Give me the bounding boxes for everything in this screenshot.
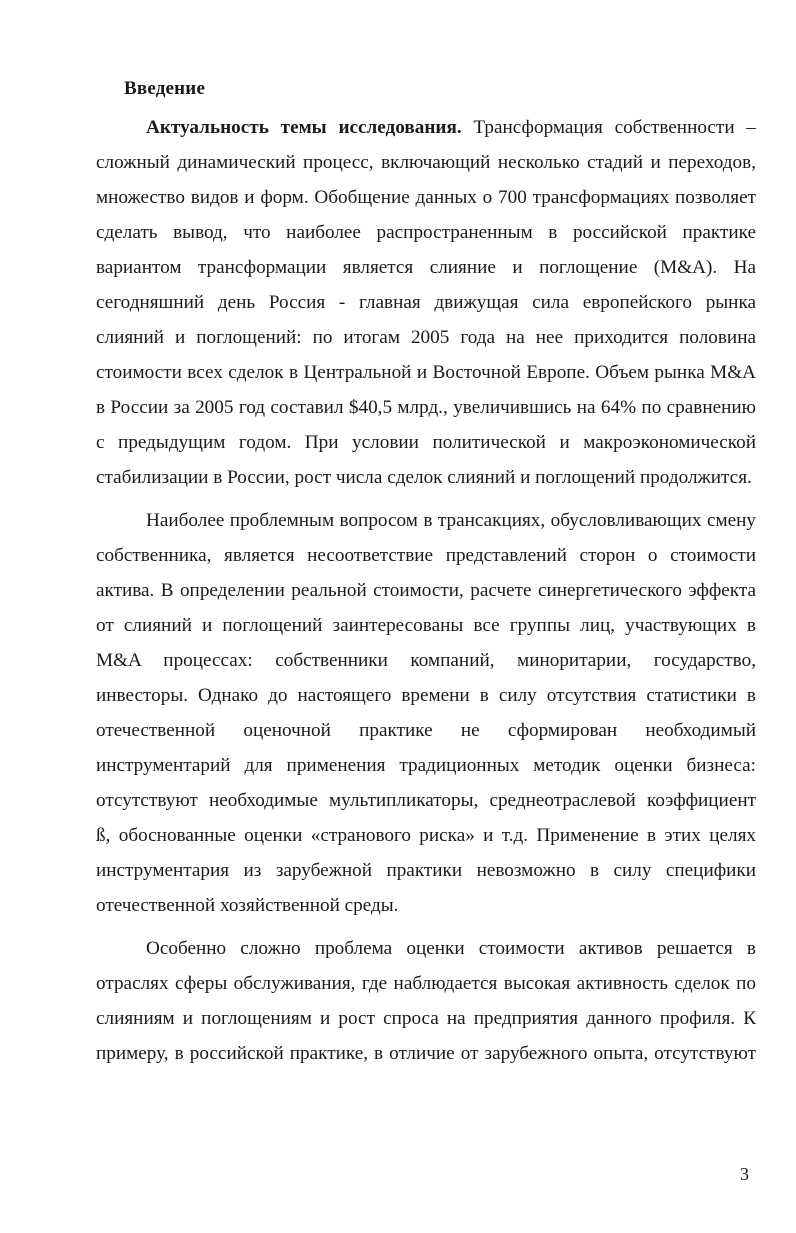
paragraph-2-line-7: отечественной оценочной практике не сформирован необходимый [96,720,756,741]
paragraph-1-line-7: слияний и поглощений: по итогам 2005 года на нее приходится половина [96,327,756,348]
paragraph-2-line-3: актива. В определении реальной стоимости, расчете синергетического эффекта [96,580,756,601]
paragraph-2-line-1: Наиболее проблемным вопросом в трансакциях, обусловливающих смену [146,510,756,531]
paragraph-1-line-8: стоимости всех сделок в Центральной и Восточной Европе. Объем рынка M&A [96,362,756,383]
paragraph-3-line-3: слияниям и поглощениям и рост спроса на предприятия данного профиля. К [96,1008,756,1029]
page-number: 3 [740,1164,749,1184]
paragraph-1-line-4: сделать вывод, что наиболее распространенным в российской практике [96,222,756,243]
paragraph-3-line-2: отраслях сферы обслуживания, где наблюдается высокая активность сделок по [96,973,756,994]
paragraph-2-line-6: инвесторы. Однако до настоящего времени в силу отсутствия статистики в [96,685,756,706]
paragraph-2-line-5: M&A процессах: собственники компаний, миноритарии, государство, [96,650,756,671]
paragraph-2-line-11: инструментария из зарубежной практики невозможно в силу специфики [96,860,756,881]
paragraph-1-line-5: вариантом трансформации является слияние и поглощение (M&A). На [96,257,756,278]
paragraph-2-line-10: ß, обоснованные оценки «странового риска» и т.д. Применение в этих целях [96,825,756,846]
paragraph-2-line-4: от слияний и поглощений заинтересованы все группы лиц, участвующих в [96,615,756,636]
paragraph-3-line-4: примеру, в российской практике, в отличие от зарубежного опыта, отсутствуют [96,1043,756,1064]
paragraph-1-line-10: с предыдущим годом. При условии политической и макроэкономической [96,432,756,453]
paragraph-1-lead: Актуальность темы исследования. [146,117,462,138]
paragraph-1-line-1-text: Трансформация собственности – [461,117,756,138]
paragraph-2-line-8: инструментарий для применения традиционных методик оценки бизнеса: [96,755,756,776]
paragraph-3-line-1: Особенно сложно проблема оценки стоимости активов решается в [146,938,756,959]
paragraph-2-line-2: собственника, является несоответствие представлений сторон о стоимости [96,545,756,566]
section-heading: Введение [124,78,206,99]
paragraph-1-line-11: стабилизации в России, рост числа сделок слияний и поглощений продолжится. [96,467,752,488]
paragraph-1-line-1 [146,116,756,140]
paragraph-1-line-6: сегодняшний день Россия - главная движущая сила европейского рынка [96,292,756,313]
paragraph-2-line-9: отсутствуют необходимые мультипликаторы, среднеотраслевой коэффициент [96,790,756,811]
paragraph-1-line-2: сложный динамический процесс, включающий несколько стадий и переходов, [96,152,756,173]
paragraph-1-line-3: множество видов и форм. Обобщение данных о 700 трансформациях позволяет [96,187,756,208]
paragraph-2-line-12: отечественной хозяйственной среды. [96,895,399,916]
paragraph-1-line-9: в России за 2005 год составил $40,5 млрд., увеличившись на 64% по сравнению [96,397,756,418]
